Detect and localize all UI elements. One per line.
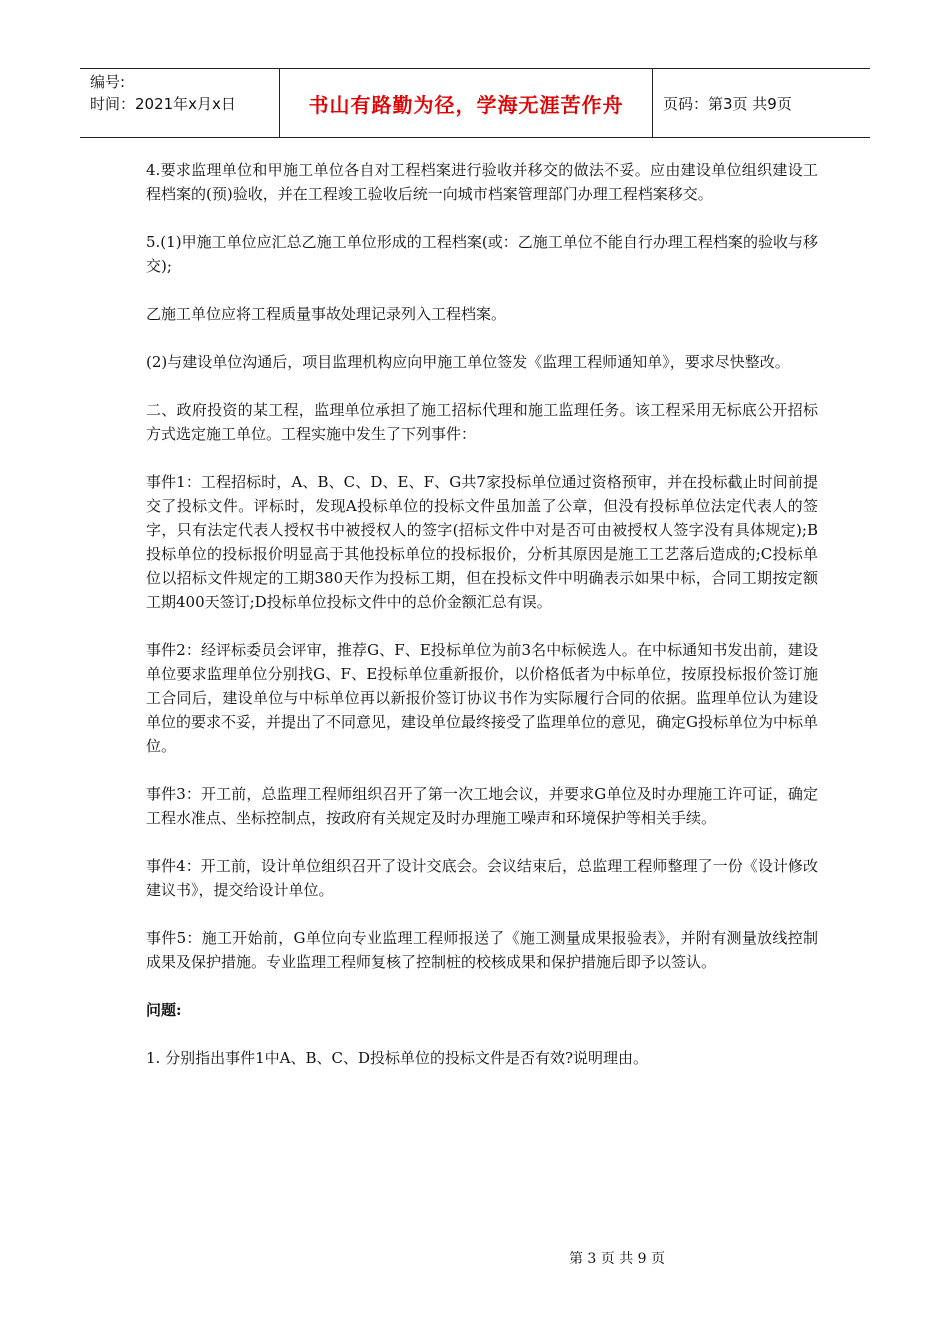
document-time-label: 时间：2021年x月x日 [90, 95, 236, 113]
paragraph-answer-4: 4.要求监理单位和甲施工单位各自对工程档案进行验收并移交的做法不妥。应由建设单位组织建设工程档案的(预)验收，并在工程竣工验收后统一向城市档案管理部门办理工程档案移交。 [146, 161, 818, 203]
document-body [146, 158, 818, 1094]
paragraph-event-1: 事件1：工程招标时，A、B、C、D、E、F、G共7家投标单位通过资格预审，并在投标截止时间前提交了投标文件。评标时，发现A投标单位的投标文件虽加盖了公章，但没有投标单位法定代表人的签字，只有法定代表人授权书中被授权人的签字(招标文件中对是否可由被授权人签字没有具体规定);B投标单位的投标报价明显高于其他投标单位的投标报价，分析其原因是施工工艺落后造成的;C投标单位以招标文件规定的工期380天作为投标工期，但在投标文件中明确表示如果中标，合同工期按定额工期400天签订;D投标单位投标文件中的总价金额汇总有误。 [146, 473, 818, 611]
paragraph-case-intro: 二、政府投资的某工程，监理单位承担了施工招标代理和施工监理任务。该工程采用无标底公开招标方式选定施工单位。工程实施中发生了下列事件： [146, 401, 818, 443]
header-page-info: 页码：第3页 共9页 [663, 94, 792, 113]
paragraph-answer-5-1b: 乙施工单位应将工程质量事故处理记录列入工程档案。 [146, 305, 507, 323]
header-motto: 书山有路勤为径，学海无涯苦作舟 [280, 69, 653, 137]
page-header [80, 68, 870, 138]
header-meta [80, 69, 280, 137]
paragraph-event-2: 事件2：经评标委员会评审，推荐G、F、E投标单位为前3名中标候选人。在中标通知书发出前，建设单位要求监理单位分别找G、F、E投标单位重新报价，以价格低者为中标单位，按原投标报价签订施工合同后，建设单位与中标单位再以新报价签订协议书作为实际履行合同的依据。监理单位认为建设单位的要求不妥，并提出了不同意见，建设单位最终接受了监理单位的意见，确定G投标单位为中标单位。 [146, 641, 818, 755]
paragraph-event-3: 事件3：开工前，总监理工程师组织召开了第一次工地会议，并要求G单位及时办理施工许可证，确定工程水准点、坐标控制点，按政府有关规定及时办理施工噪声和环境保护等相关手续。 [146, 785, 818, 827]
paragraph-answer-5-1: 5.(1)甲施工单位应汇总乙施工单位形成的工程档案(或：乙施工单位不能自行办理工程档案的验收与移交); [146, 233, 818, 275]
document-number-label: 编号: [90, 73, 126, 91]
footer-page-number: 第 3 页 共 9 页 [568, 1251, 666, 1267]
paragraph-answer-5-2: (2)与建设单位沟通后，项目监理机构应向甲施工单位签发《监理工程师通知单》，要求尽快整改。 [146, 353, 790, 371]
question-1: 1. 分别指出事件1中A、B、C、D投标单位的投标文件是否有效?说明理由。 [146, 1049, 649, 1067]
paragraph-event-4: 事件4：开工前，设计单位组织召开了设计交底会。会议结束后，总监理工程师整理了一份《设计修改建议书》，提交给设计单位。 [146, 857, 818, 899]
paragraph-event-5: 事件5：施工开始前，G单位向专业监理工程师报送了《施工测量成果报验表》，并附有测量放线控制成果及保护措施。专业监理工程师复核了控制桩的校核成果和保护措施后即予以签认。 [146, 929, 818, 971]
page-footer [0, 1248, 950, 1268]
questions-heading: 问题: [146, 1001, 182, 1019]
